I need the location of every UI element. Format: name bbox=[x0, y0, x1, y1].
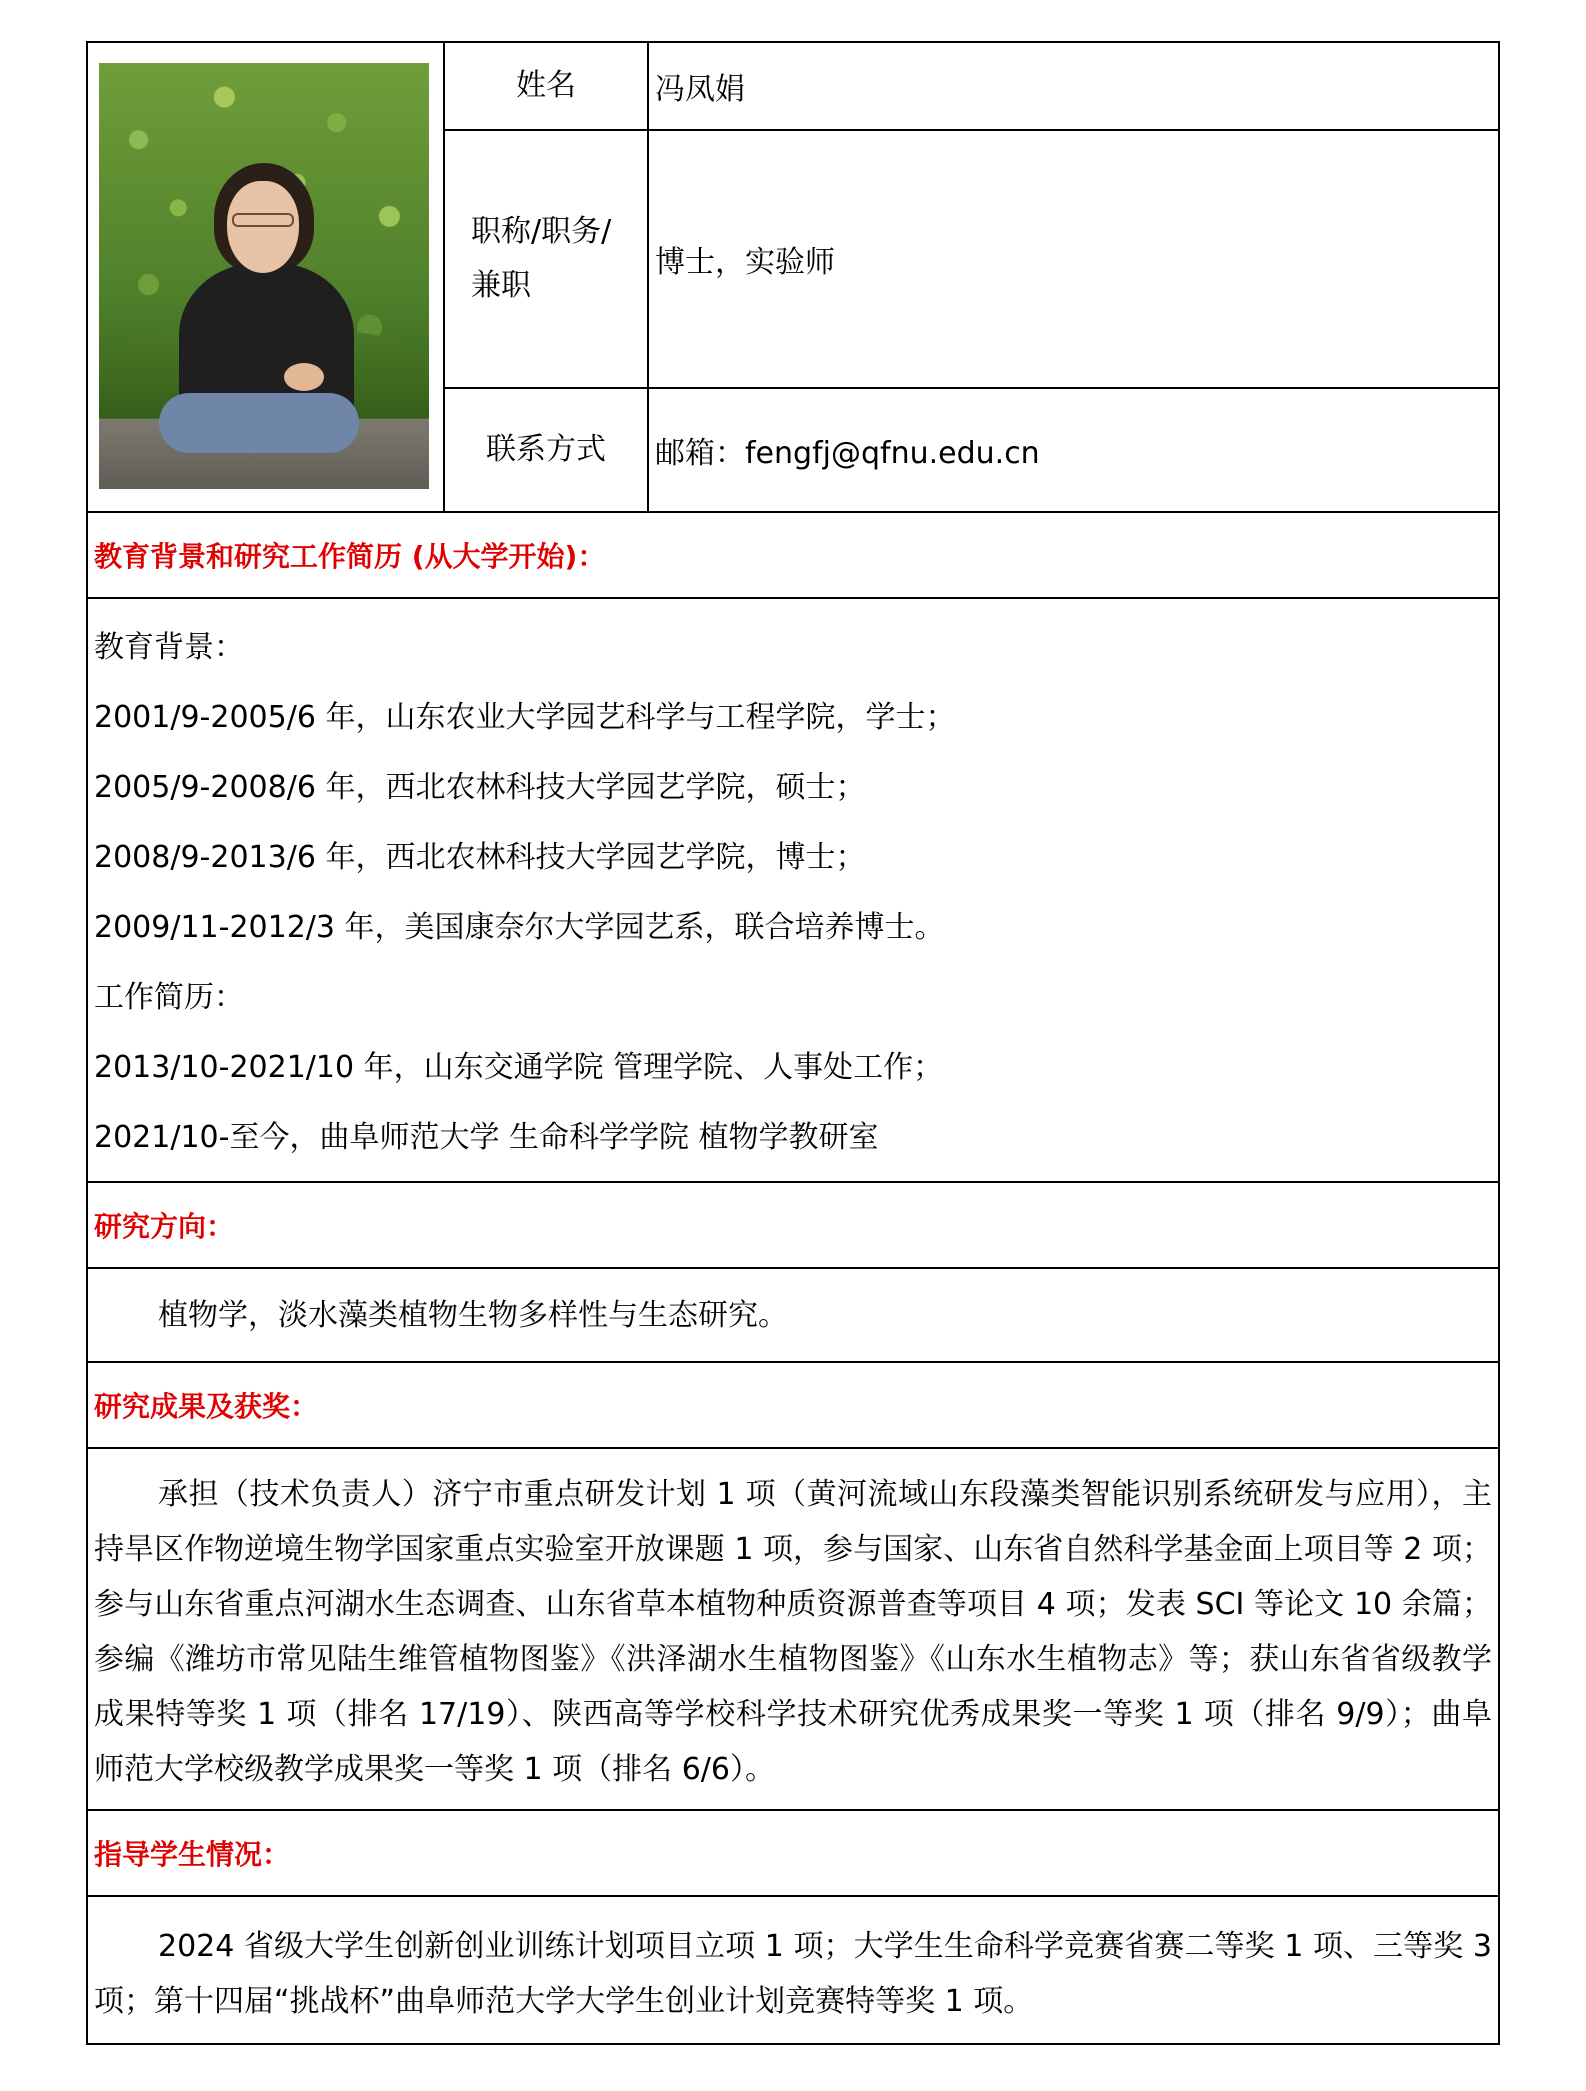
title-row bbox=[445, 131, 1498, 389]
achievements-block bbox=[88, 1449, 1498, 1811]
name-label: 姓名 bbox=[445, 43, 649, 129]
photo-hand bbox=[284, 363, 324, 391]
education-heading: 教育背景和研究工作简历 (从大学开始)： bbox=[88, 513, 1498, 599]
education-block bbox=[88, 599, 1498, 1183]
name-value: 冯凤娟 bbox=[655, 72, 745, 107]
education-line: 教育背景： bbox=[94, 630, 244, 665]
education-line: 2013/10-2021/10 年，山东交通学院 管理学院、人事处工作； bbox=[94, 1050, 944, 1085]
name-row bbox=[445, 43, 1498, 131]
profile-header bbox=[88, 43, 1498, 513]
education-line: 2021/10-至今，曲阜师范大学 生命科学学院 植物学教研室 bbox=[94, 1120, 879, 1155]
students-heading: 指导学生情况： bbox=[88, 1811, 1498, 1897]
photo-cell bbox=[88, 43, 445, 511]
title-value: 博士，实验师 bbox=[655, 245, 835, 280]
education-line: 2001/9-2005/6 年，山东农业大学园艺科学与工程学院，学士； bbox=[94, 700, 956, 735]
research-block bbox=[88, 1269, 1498, 1363]
education-line: 2008/9-2013/6 年，西北农林科技大学园艺学院，博士； bbox=[94, 840, 866, 875]
achievements-heading: 研究成果及获奖： bbox=[88, 1363, 1498, 1449]
education-line: 2009/11-2012/3 年，美国康奈尔大学园艺系，联合培养博士。 bbox=[94, 910, 945, 945]
profile-info bbox=[445, 43, 1498, 511]
education-line: 工作简历： bbox=[94, 980, 244, 1015]
research-heading: 研究方向： bbox=[88, 1183, 1498, 1269]
research-text: 植物学，淡水藻类植物生物多样性与生态研究。 bbox=[158, 1297, 788, 1333]
contact-value: 邮箱：fengfj@qfnu.edu.cn bbox=[655, 436, 1040, 471]
students-text: 2024 省级大学生创新创业训练计划项目立项 1 项；大学生生命科学竞赛省赛二等奖 1 项、三等奖 3 项；第十四届“挑战杯”曲阜师范大学大学生创业计划竞赛特等奖 1 项。 bbox=[94, 1929, 1492, 2019]
photo-glasses bbox=[232, 213, 294, 227]
achievements-text: 承担（技术负责人）济宁市重点研发计划 1 项（黄河流域山东段藻类智能识别系统研发与应用），主持旱区作物逆境生物学国家重点实验室开放课题 1 项，参与国家、山东省自然科学基金面上项目等 2 项；参与山东省重点河湖水生态调查、山东省草本植物种质资源普查等项目 4 项；发表 SCI 等论文 10 余篇；参编《潍坊市常见陆生维管植物图鉴》《洪泽湖水生植物图鉴》《山东水生植物志》等；获山东省省级教学成果特等奖 1 项（排名 17/19）、陕西高等学校科学技术研究优秀成果奖一等奖 1 项（排名 9/9）；曲阜师范大学校级教学成果奖一等奖 1 项（排名 6/6）。 bbox=[94, 1477, 1492, 1787]
contact-row bbox=[445, 389, 1498, 511]
profile-table bbox=[86, 41, 1500, 2045]
profile-photo bbox=[99, 63, 429, 489]
students-block bbox=[88, 1897, 1498, 2043]
photo-jeans bbox=[159, 393, 359, 453]
title-label: 职称/职务/兼职 bbox=[445, 131, 649, 387]
photo-face bbox=[227, 181, 299, 273]
education-line: 2005/9-2008/6 年，西北农林科技大学园艺学院，硕士； bbox=[94, 770, 866, 805]
contact-label: 联系方式 bbox=[445, 389, 649, 511]
